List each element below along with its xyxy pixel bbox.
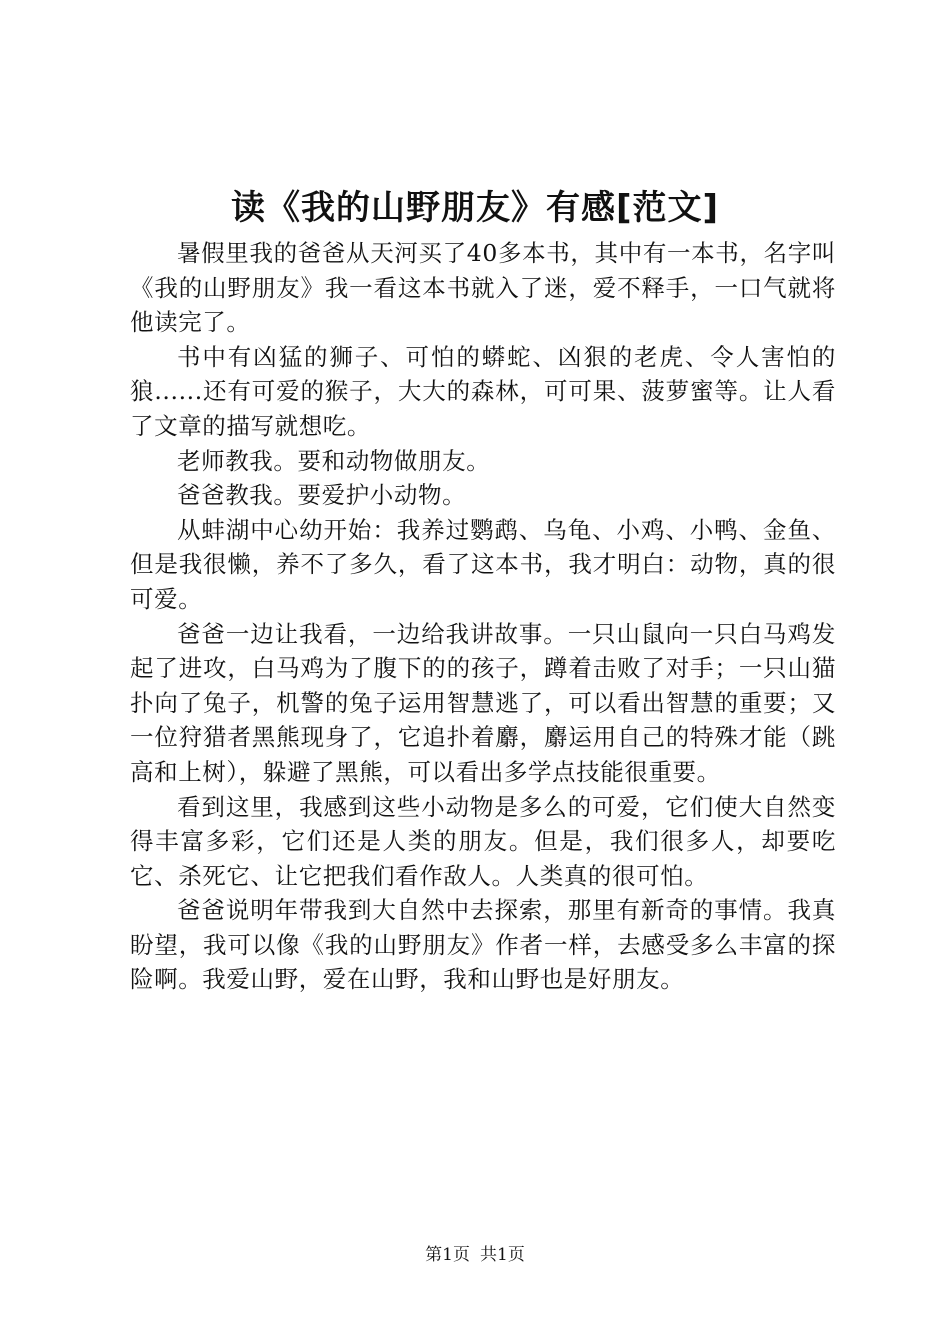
- paragraph-1: 暑假里我的爸爸从天河买了40多本书，其中有一本书，名字叫《我的山野朋友》我一看这本书就入了迷，爱不释手，一口气就将他读完了。: [130, 239, 836, 337]
- paragraph-5: 从蚌湖中心幼开始：我养过鹦鹉、乌龟、小鸡、小鸭、金鱼、但是我很懒，养不了多久，看了这本书，我才明白：动物，真的很可爱。: [130, 515, 836, 613]
- page-number-total: 共1页: [480, 1245, 525, 1265]
- paragraph-8: 爸爸说明年带我到大自然中去探索，那里有新奇的事情。我真盼望，我可以像《我的山野朋友》作者一样，去感受多么丰富的探险啊。我爱山野，爱在山野，我和山野也是好朋友。: [130, 896, 836, 994]
- document-title: 读《我的山野朋友》有感[范文]: [230, 188, 720, 228]
- page-number-current: 第1页: [425, 1245, 470, 1265]
- paragraph-4: 爸爸教我。要爱护小动物。: [177, 481, 467, 510]
- paragraph-6: 爸爸一边让我看，一边给我讲故事。一只山鼠向一只白马鸡发起了进攻，白马鸡为了腹下的的孩子，蹲着击败了对手；一只山猫扑向了兔子，机警的兔子运用智慧逃了，可以看出智慧的重要；又一位狩猎者黑熊现身了，它追扑着麝，麝运用自己的特殊才能（跳高和上树），躲避了黑熊，可以看出多学点技能很重要。: [130, 619, 836, 786]
- paragraph-7: 看到这里，我感到这些小动物是多么的可爱，它们使大自然变得丰富多彩，它们还是人类的朋友。但是，我们很多人，却要吃它、杀死它、让它把我们看作敌人。人类真的很可怕。: [130, 792, 836, 890]
- paragraph-2: 书中有凶猛的狮子、可怕的蟒蛇、凶狠的老虎、令人害怕的狼......还有可爱的猴子，大大的森林，可可果、菠萝蜜等。让人看了文章的描写就想吃。: [130, 342, 836, 440]
- page-footer: [0, 1243, 950, 1267]
- paragraph-3: 老师教我。要和动物做朋友。: [177, 446, 491, 475]
- document-body: [130, 236, 836, 997]
